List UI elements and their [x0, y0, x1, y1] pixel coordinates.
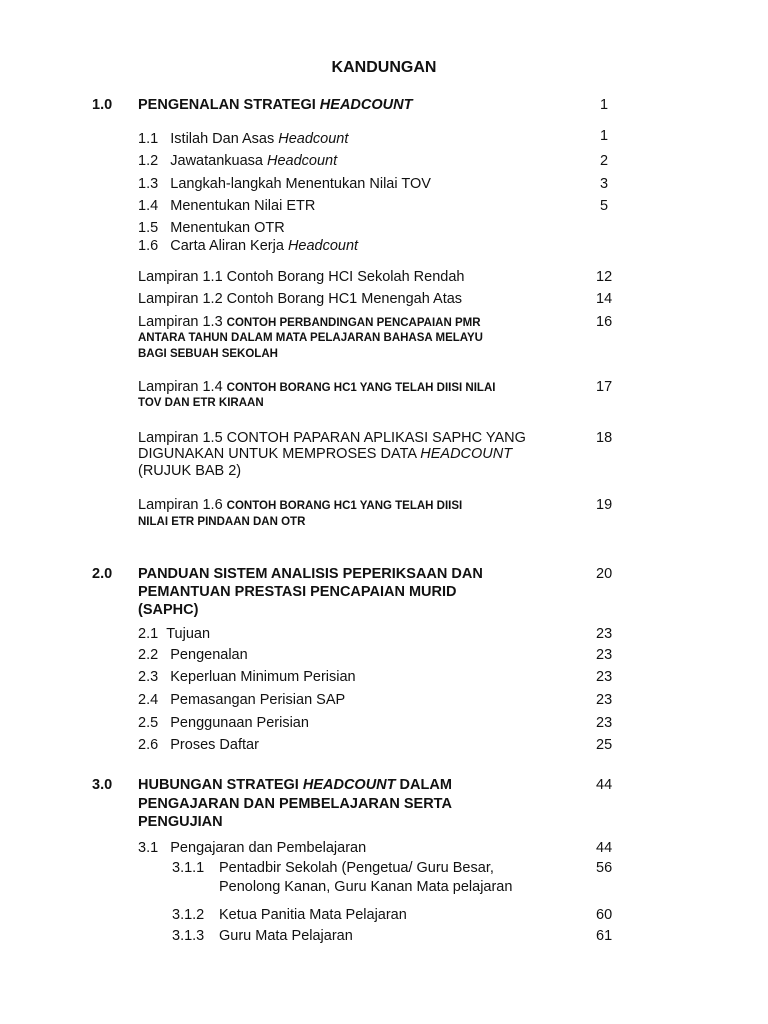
- lampiran-entry: Lampiran 1.2 Contoh Borang HC1 Menengah Atas: [138, 291, 463, 307]
- toc-subentry: Pentadbir Sekolah (Pengetua/ Guru Besar,: [219, 860, 494, 876]
- page-number: 23: [596, 669, 613, 685]
- page-number: 44: [596, 777, 613, 793]
- page-number: 3: [600, 176, 609, 192]
- lampiran-entry: Lampiran 1.6 CONTOH BORANG HC1 YANG TELAH DIISI: [138, 497, 463, 513]
- lampiran-entry-continued: (RUJUK BAB 2): [138, 463, 242, 479]
- page-number: 23: [596, 692, 613, 708]
- toc-entry: 1.5 Menentukan OTR: [138, 220, 285, 236]
- toc-subentry: Guru Mata Pelajaran: [219, 928, 353, 944]
- section-title: PANDUAN SISTEM ANALISIS PEPERIKSAAN DAN: [138, 566, 483, 582]
- page-number: 56: [596, 860, 613, 876]
- toc-entry: 1.2 Jawatankuasa Headcount: [138, 153, 338, 169]
- section-number: 1.0: [92, 97, 113, 113]
- page-number: 17: [596, 379, 613, 395]
- lampiran-entry-continued: BAGI SEBUAH SEKOLAH: [138, 348, 278, 360]
- page-number: 23: [596, 626, 613, 642]
- page-number: 23: [596, 715, 613, 731]
- lampiran-entry: Lampiran 1.1 Contoh Borang HCI Sekolah Rendah: [138, 269, 465, 285]
- section-title: HUBUNGAN STRATEGI HEADCOUNT DALAM: [138, 777, 452, 793]
- toc-entry: 3.1 Pengajaran dan Pembelajaran: [138, 840, 367, 856]
- lampiran-entry-continued: NILAI ETR PINDAAN DAN OTR: [138, 516, 306, 528]
- page-number: 1: [600, 97, 609, 113]
- toc-entry: 2.1 Tujuan: [138, 626, 211, 642]
- section-title-continued: PEMANTUAN PRESTASI PENCAPAIAN MURID: [138, 584, 457, 600]
- page-number: 19: [596, 497, 613, 513]
- page-number: 5: [600, 198, 609, 214]
- page-number: 14: [596, 291, 613, 307]
- toc-entry: 2.3 Keperluan Minimum Perisian: [138, 669, 356, 685]
- lampiran-entry-continued: ANTARA TAHUN DALAM MATA PELAJARAN BAHASA MELAYU: [138, 332, 483, 344]
- section-title-continued: PENGAJARAN DAN PEMBELAJARAN SERTA: [138, 796, 452, 812]
- toc-subentry-number: 3.1.1: [172, 860, 205, 876]
- toc-entry: 1.1 Istilah Dan Asas Headcount: [138, 131, 349, 147]
- lampiran-entry-continued: TOV DAN ETR KIRAAN: [138, 397, 264, 409]
- section-title-continued: PENGUJIAN: [138, 814, 223, 830]
- toc-entry: 1.4 Menentukan Nilai ETR: [138, 198, 316, 214]
- page-number: 18: [596, 430, 613, 446]
- lampiran-entry: Lampiran 1.5 CONTOH PAPARAN APLIKASI SAPHC YANG: [138, 430, 526, 446]
- toc-entry: 2.6 Proses Daftar: [138, 737, 259, 753]
- page-number: 44: [596, 840, 613, 856]
- page-number: 1: [600, 128, 609, 144]
- page-number: 60: [596, 907, 613, 923]
- toc-entry: 1.3 Langkah-langkah Menentukan Nilai TOV: [138, 176, 431, 192]
- toc-entry: 2.2 Pengenalan: [138, 647, 248, 663]
- page-title: KANDUNGAN: [331, 59, 437, 76]
- page-number: 25: [596, 737, 613, 753]
- toc-entry: 2.5 Penggunaan Perisian: [138, 715, 309, 731]
- page-number: 12: [596, 269, 613, 285]
- toc-entry: 1.6 Carta Aliran Kerja Headcount: [138, 238, 359, 254]
- lampiran-entry: Lampiran 1.4 CONTOH BORANG HC1 YANG TELAH DIISI NILAI: [138, 379, 496, 395]
- page-number: 23: [596, 647, 613, 663]
- page-number: 2: [600, 153, 609, 169]
- toc-subentry-number: 3.1.3: [172, 928, 205, 944]
- lampiran-entry-continued: DIGUNAKAN UNTUK MEMPROSES DATA HEADCOUNT: [138, 446, 513, 462]
- section-title-continued: (SAPHC): [138, 602, 199, 618]
- toc-subentry-continued: Penolong Kanan, Guru Kanan Mata pelajaran: [219, 879, 513, 895]
- section-number: 3.0: [92, 777, 113, 793]
- toc-entry: 2.4 Pemasangan Perisian SAP: [138, 692, 346, 708]
- section-number: 2.0: [92, 566, 113, 582]
- section-title: PENGENALAN STRATEGI HEADCOUNT: [138, 97, 413, 113]
- page-number: 20: [596, 566, 613, 582]
- toc-subentry-number: 3.1.2: [172, 907, 205, 923]
- lampiran-entry: Lampiran 1.3 CONTOH PERBANDINGAN PENCAPAIAN PMR: [138, 314, 481, 330]
- toc-subentry: Ketua Panitia Mata Pelajaran: [219, 907, 407, 923]
- page-number: 16: [596, 314, 613, 330]
- page-number: 61: [596, 928, 613, 944]
